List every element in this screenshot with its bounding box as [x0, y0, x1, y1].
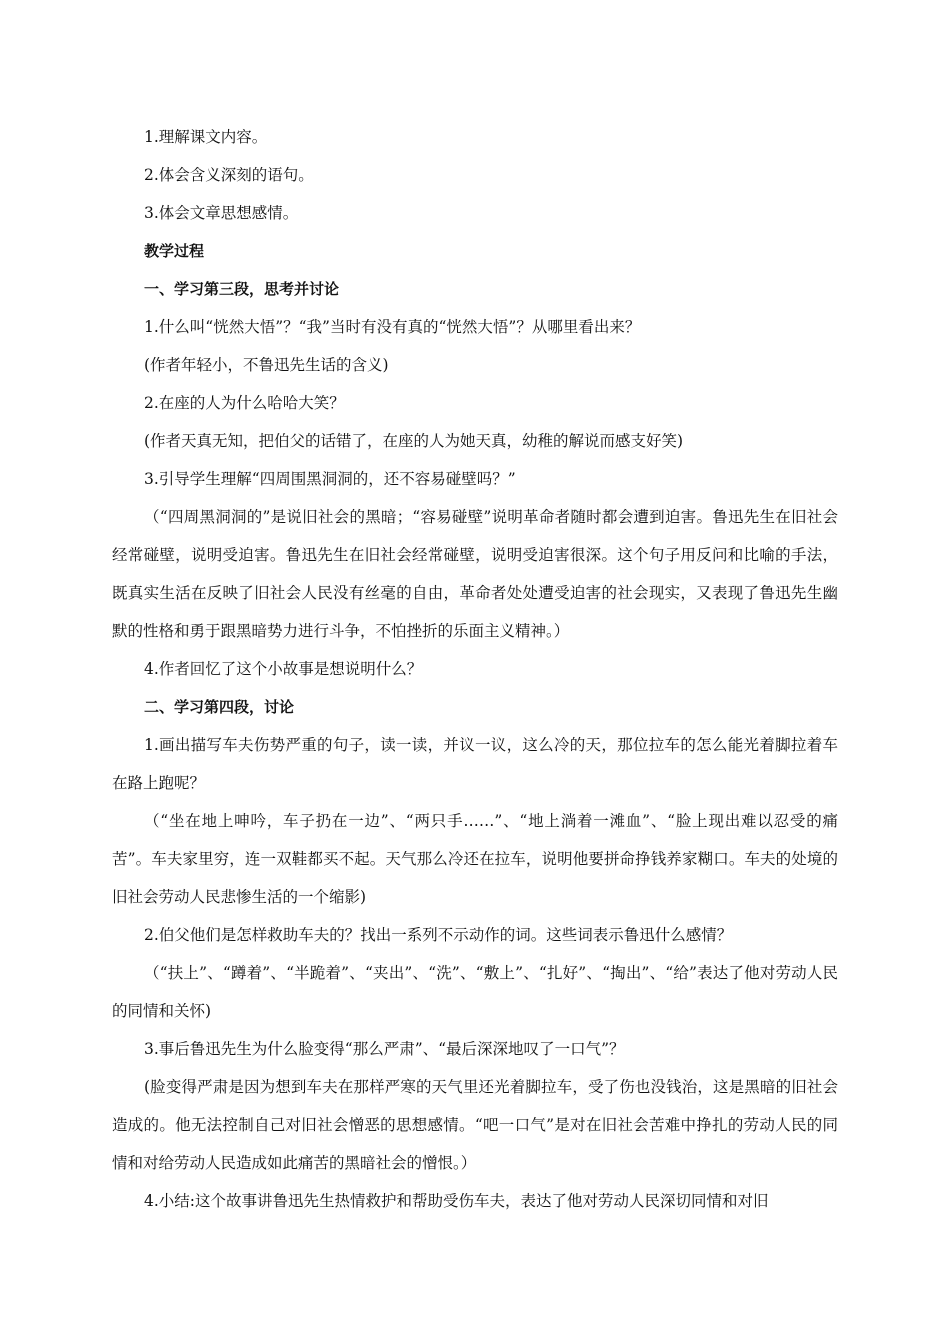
- part2-answer-2: （“扶上”、“蹲着”、“半跪着”、“夹出”、“洗”、“敷上”、“扎好”、“掏出”、“给”表达了他对劳动人民的同情和关怀): [112, 964, 838, 1020]
- part1-question-4: 4.作者回忆了这个小故事是想说明什么？: [144, 660, 423, 678]
- part2-answer-3: (脸变得严肃是因为想到车夫在那样严寒的天气里还光着脚拉车，受了伤也没钱治，这是黑暗的旧社会造成的。他无法控制自己对旧社会憎恶的思想感情。“吧一口气”是对在旧社会苦难中挣扎的劳动人民的同情和对给劳动人民造成如此痛苦的黑暗社会的憎恨。）: [112, 1078, 838, 1172]
- part1-answer-1: (作者年轻小，不鲁迅先生话的含义): [144, 356, 389, 374]
- document-page: [112, 118, 838, 1220]
- objective-3: 3.体会文章思想感情。: [144, 204, 299, 222]
- part2-question-1: 1.画出描写车夫伤势严重的句子，读一读，并议一议，这么冷的天，那位拉车的怎么能光着脚拉着车在路上跑呢？: [112, 736, 838, 792]
- section-heading-teaching-process: 教学过程: [144, 242, 205, 260]
- objective-1: 1.理解课文内容。: [144, 128, 268, 146]
- objective-2: 2.体会含义深刻的语句。: [144, 166, 314, 184]
- part1-question-3: 3.引导学生理解“四周围黑洞洞的，还不容易碰壁吗？”: [144, 470, 516, 488]
- part2-summary: 4.小结:这个故事讲鲁迅先生热情救护和帮助受伤车夫，表达了他对劳动人民深切同情和对旧: [144, 1192, 769, 1210]
- part1-question-1: 1.什么叫“恍然大悟”？“我”当时有没有真的“恍然大悟”？从哪里看出来？: [144, 318, 641, 336]
- part2-question-2: 2.伯父他们是怎样救助车夫的？找出一系列不示动作的词。这些词表示鲁迅什么感情？: [144, 926, 733, 944]
- part2-answer-1: （“坐在地上呻吟，车子扔在一边”、“两只手……”、“地上淌着一滩血”、“脸上现出难以忍受的痛苦”。车夫家里穷，连一双鞋都买不起。天气那么冷还在拉车，说明他要拼命挣钱养家糊口。车夫的处境的旧社会劳动人民悲惨生活的一个缩影): [112, 812, 838, 906]
- part1-heading: 一、学习第三段，思考并讨论: [144, 280, 340, 298]
- part2-heading: 二、学习第四段，讨论: [144, 698, 295, 716]
- part1-answer-2: (作者天真无知，把伯父的话错了，在座的人为她天真，幼稚的解说而感支好笑): [144, 432, 684, 450]
- part1-answer-3: （“四周黑洞洞的”是说旧社会的黑暗；“容易碰壁”说明革命者随时都会遭到迫害。鲁迅先生在旧社会经常碰壁，说明受迫害。鲁迅先生在旧社会经常碰壁，说明受迫害很深。这个句子用反问和比喻的手法，既真实生活在反映了旧社会人民没有丝毫的自由，革命者处处遭受迫害的社会现实，又表现了鲁迅先生幽默的性格和勇于跟黑暗势力进行斗争，不怕挫折的乐面主义精神。）: [112, 508, 838, 640]
- part1-question-2: 2.在座的人为什么哈哈大笑？: [144, 394, 345, 412]
- part2-question-3: 3.事后鲁迅先生为什么脸变得“那么严肃”、“最后深深地叹了一口气”？: [144, 1040, 625, 1058]
